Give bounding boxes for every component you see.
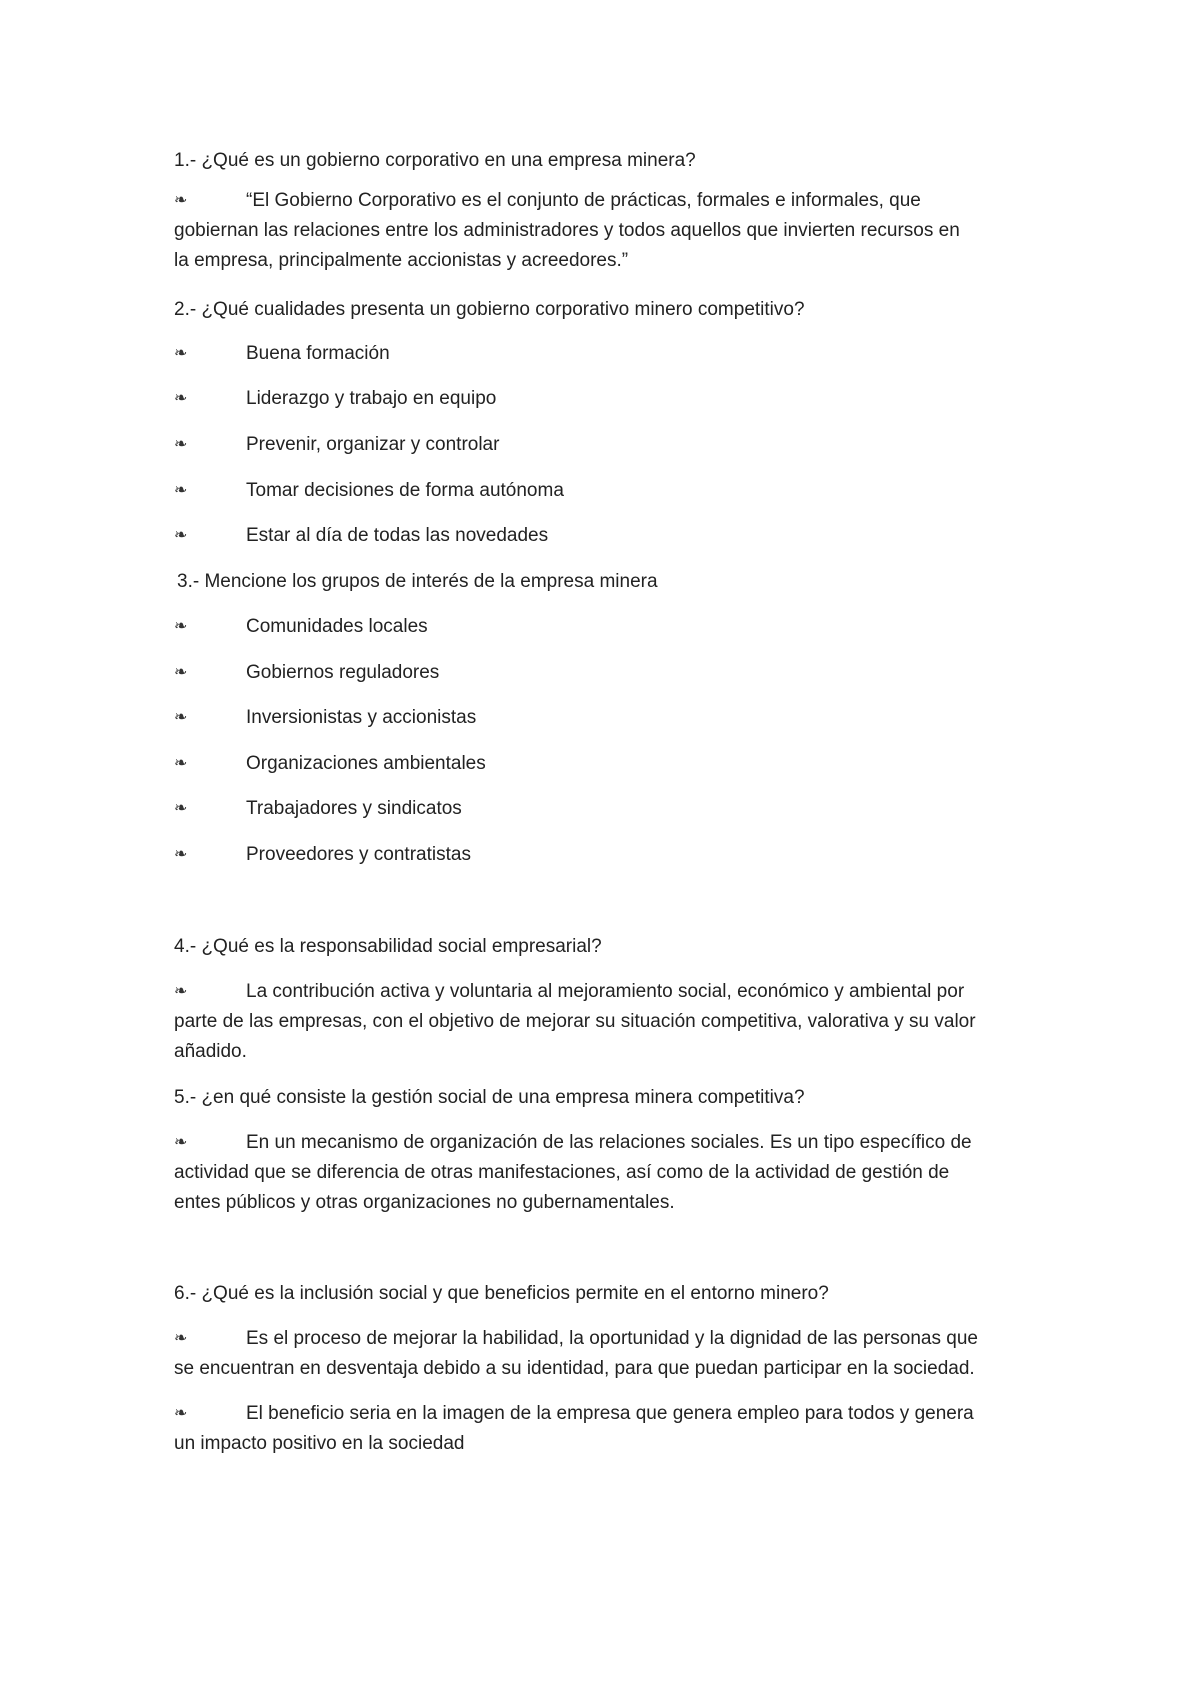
question-3: 3.- Mencione los grupos de interés de la empresa minera [177,571,658,592]
q3-list-item [174,840,471,870]
answer-6a-line-1: Es el proceso de mejorar la habilidad, la oportunidad y la dignidad de las personas que [246,1328,978,1349]
bullet-glyph-icon: ❧ [174,1405,188,1422]
question-6: 6.- ¿Qué es la inclusión social y que beneficios permite en el entorno minero? [174,1283,829,1304]
q2-list-item [174,384,496,414]
q2-item-text: Estar al día de todas las novedades [246,525,549,546]
answer-1-bullet [174,186,921,216]
bullet-glyph-icon: ❧ [174,846,188,863]
q3-item-text: Proveedores y contratistas [246,844,471,865]
answer-4-line-3: añadido. [174,1041,247,1062]
q2-item-text: Buena formación [246,343,390,364]
bullet-glyph-icon: ❧ [174,390,188,407]
q3-list-item [174,612,428,642]
answer-5-line-1: En un mecanismo de organización de las relaciones sociales. Es un tipo específico de [246,1132,972,1153]
q2-item-text: Prevenir, organizar y controlar [246,434,500,455]
answer-6b-line-2: un impacto positivo en la sociedad [174,1433,465,1454]
bullet-glyph-icon: ❧ [174,192,188,209]
bullet-glyph-icon: ❧ [174,527,188,544]
q3-item-text: Trabajadores y sindicatos [246,798,462,819]
question-5: 5.- ¿en qué consiste la gestión social de una empresa minera competitiva? [174,1087,805,1108]
q3-item-text: Organizaciones ambientales [246,753,486,774]
bullet-glyph-icon: ❧ [174,983,188,1000]
bullet-glyph-icon: ❧ [174,436,188,453]
answer-5-line-3: entes públicos y otras organizaciones no gubernamentales. [174,1192,675,1213]
answer-6b-line-1: El beneficio seria en la imagen de la empresa que genera empleo para todos y genera [246,1403,974,1424]
bullet-glyph-icon: ❧ [174,755,188,772]
question-2: 2.- ¿Qué cualidades presenta un gobierno corporativo minero competitivo? [174,299,805,320]
q2-list-item [174,339,390,369]
question-1: 1.- ¿Qué es un gobierno corporativo en una empresa minera? [174,150,696,171]
q3-list-item [174,794,462,824]
q3-list-item [174,703,476,733]
q2-item-text: Liderazgo y trabajo en equipo [246,388,497,409]
answer-4-bullet [174,977,964,1007]
answer-5-line-2: actividad que se diferencia de otras manifestaciones, así como de la actividad de gestión de [174,1162,950,1183]
answer-6b-bullet [174,1399,974,1429]
q3-list-item [174,749,486,779]
q2-item-text: Tomar decisiones de forma autónoma [246,480,564,501]
answer-1-line-1: “El Gobierno Corporativo es el conjunto de prácticas, formales e informales, que [246,190,921,211]
answer-5-bullet [174,1128,972,1158]
answer-6a-line-2: se encuentran en desventaja debido a su identidad, para que puedan participar en la sociedad. [174,1358,975,1379]
q2-list-item [174,521,548,551]
bullet-glyph-icon: ❧ [174,482,188,499]
q3-list-item [174,658,439,688]
bullet-glyph-icon: ❧ [174,345,188,362]
answer-6a-bullet [174,1324,978,1354]
q3-item-text: Gobiernos reguladores [246,662,440,683]
bullet-glyph-icon: ❧ [174,1330,188,1347]
q3-item-text: Inversionistas y accionistas [246,707,477,728]
answer-1-line-3: la empresa, principalmente accionistas y acreedores.” [174,250,629,271]
bullet-glyph-icon: ❧ [174,709,188,726]
question-4: 4.- ¿Qué es la responsabilidad social empresarial? [174,936,602,957]
bullet-glyph-icon: ❧ [174,618,188,635]
q2-list-item [174,430,499,460]
answer-4-line-1: La contribución activa y voluntaria al mejoramiento social, económico y ambiental por [246,981,965,1002]
answer-1-line-2: gobiernan las relaciones entre los administradores y todos aquellos que invierten recursos en [174,220,960,241]
bullet-glyph-icon: ❧ [174,1134,188,1151]
q2-list-item [174,476,564,506]
q3-item-text: Comunidades locales [246,616,428,637]
answer-4-line-2: parte de las empresas, con el objetivo de mejorar su situación competitiva, valorativa y su valor [174,1011,976,1032]
bullet-glyph-icon: ❧ [174,800,188,817]
bullet-glyph-icon: ❧ [174,664,188,681]
